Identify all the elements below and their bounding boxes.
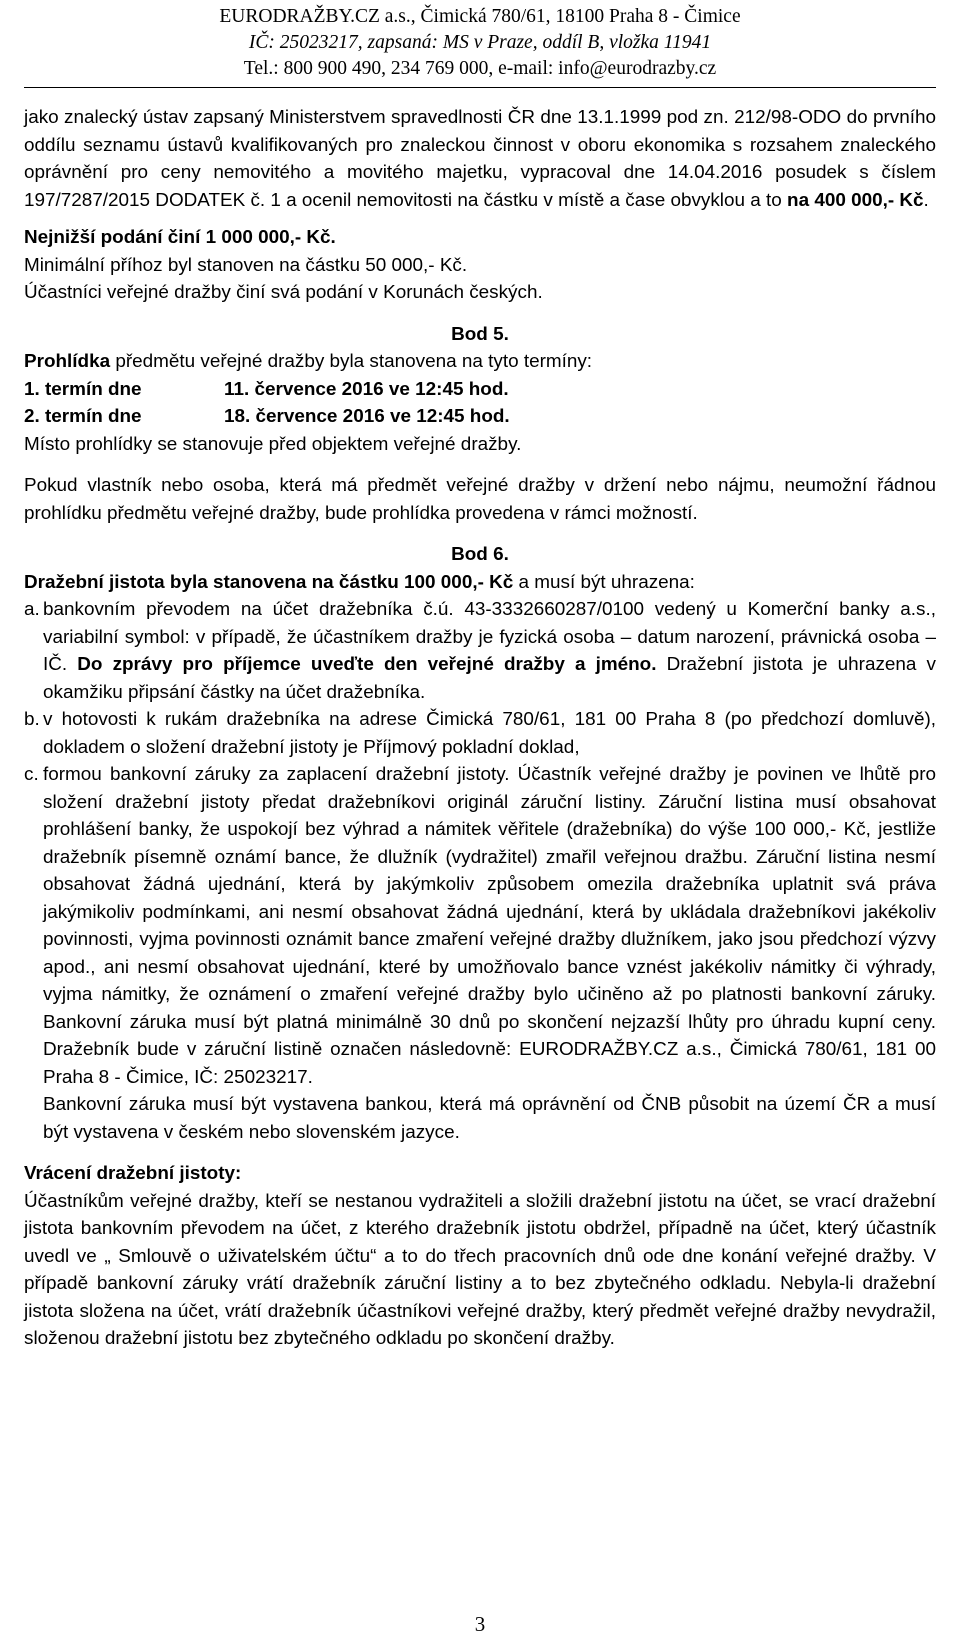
inspection-lead-bold: Prohlídka (24, 351, 111, 372)
intro-amount: na 400 000,- Kč (787, 189, 924, 211)
option-a-text-end: Dražební jistota je uhrazena v okamžiku připsání částky na účet dražebníka. (43, 654, 936, 703)
refund-title: Vrácení dražební jistoty: (24, 1163, 242, 1184)
intro-end: . (923, 189, 929, 211)
page-number: 3 (474, 1612, 486, 1636)
inspection-term-1 (24, 376, 936, 404)
letterhead-company: EURODRAŽBY.CZ a.s., Čimická 780/61, 18100 Praha 8 - Čimice (219, 6, 741, 27)
term-label: 1. termín dne (24, 378, 142, 400)
header-divider (24, 87, 936, 88)
minimum-increment: Minimální příhoz byl stanoven na částku 50 000,- Kč. (24, 254, 468, 276)
document-body (24, 104, 936, 1353)
deposit-option-c (24, 761, 936, 1146)
option-a-bold: Do zprávy pro příjemce uveďte den veřejné dražby a jméno. (77, 654, 657, 675)
inspection-lead (24, 348, 936, 376)
letterhead-registration: IČ: 25023217, zapsaná: MS v Praze, oddíl B, vložka 11941 (248, 32, 712, 53)
option-marker: a. (24, 599, 40, 620)
deposit-lead (24, 569, 936, 597)
letterhead (24, 4, 936, 82)
option-marker: c. (24, 764, 39, 785)
term-label: 2. termín dne (24, 406, 142, 427)
term-value: 11. července 2016 ve 12:45 hod. (224, 378, 509, 400)
intro-text: jako znalecký ústav zapsaný Ministerstvem spravedlnosti ČR dne 13.1.1999 pod zn. 212/98-ODO do prvního oddílu seznamu ústavů kvalifikovaných pro znaleckou činnost v oboru ekonomika s rozsahem znaleckého oprávnění pro ceny nemovitého a movitého majetku, vypracoval dne 14.04.2016 posudek s číslem 197/7287/2015 DODATEK č. 1 a ocenil nemovitosti na částku v místě a čase obvyklou a to (24, 107, 936, 211)
letterhead-contact: Tel.: 800 900 490, 234 769 000, e-mail: info@eurodrazby.cz (243, 58, 717, 79)
option-a-text: bankovním převodem na účet dražebníka č.ú. 43-3332660287/0100 vedený u Komerční banky a.s., variabilní symbol: v případě, že účastníkem dražby je fyzická osoba – datum narození, právnická osoba – IČ. (43, 599, 936, 675)
option-text (43, 596, 936, 706)
inspection-note: Pokud vlastník nebo osoba, která má předmět veřejné dražby v držení nebo nájmu, neumožní řádnou prohlídku předmětu veřejné dražby, bude prohlídka provedena v rámci možností. (24, 475, 936, 524)
section-6-title: Bod 6. (451, 544, 509, 565)
option-c-text: formou bankovní záruky za zaplacení dražební jistoty. Účastník veřejné dražby je povinen ve lhůtě pro složení dražební jistoty předat dražebníkovi originál záruční listiny. Záruční listina musí obsahovat prohlášení banky, že uspokojí bez výhrad a námitek věřitele (dražebníka) do výše 100 000,- Kč, jestliže dražebník písemně oznámí bance, že dlužník (vydražitel) zmařil veřejnou dražbu. Záruční listina nesmí obsahovat žádná ujednání, která by jakýmkoliv způsobem omezila dražebníka uplatnit svá práva jakýmikoliv podmínkami, ani nesmí obsahovat žádná ujednání, která by ukládala dražebníkovi jakékoliv povinnosti, vyjma povinnosti oznámit bance zmaření veřejné dražby dlužníkem, jako jsou předchozí výzvy apod., ani nesmí obsahovat ujednání, které by umožňovalo bance vznést jakékoliv námitky či výhrady, vyjma námitky, že oznámení o zmaření veřejné dražby bylo učiněno až po platnosti bankovní záruky. Bankovní záruka musí být platná minimálně 30 dnů po skončení nejzazší lhůty pro úhradu kupní ceny. Dražebník bude v záruční listině označen následovně: EURODRAŽBY.CZ a.s., Čimická 780/61, 181 00 Praha 8 - Čimice, IČ: 25023217. (43, 764, 936, 1088)
intro-paragraph (24, 104, 936, 214)
lowest-bid: Nejnižší podání činí 1 000 000,- Kč. (24, 227, 336, 248)
option-c-text-end: Bankovní záruka musí být vystavena bankou, která má oprávnění od ČNB působit na území ČR a musí být vystavena v českém nebo slovenském jazyce. (43, 1094, 936, 1143)
section-5-title: Bod 5. (451, 323, 509, 345)
deposit-option-b (24, 706, 936, 761)
inspection-place: Místo prohlídky se stanovuje před objektem veřejné dražby. (24, 433, 522, 455)
inspection-lead-rest: předmětu veřejné dražby byla stanovena na tyto termíny: (110, 351, 593, 372)
option-text: v hotovosti k rukám dražebníka na adrese Čimická 780/61, 181 00 Praha 8 (po předchozí domluvě), dokladem o složení dražební jistoty je Příjmový pokladní doklad, (43, 709, 936, 758)
deposit-lead-bold: Dražební jistota byla stanovena na částku 100 000,- Kč (24, 571, 514, 593)
refund-text: Účastníkům veřejné dražby, kteří se nestanou vydražiteli a složili dražební jistotu na účet, se vrací dražební jistota bankovním převodem na účet, z kterého dražebník jistotu obdržel, případně na účet, který účastník uvedl ve „ Smlouvě o uživatelském účtu“ a to do třech pracovních dnů ode dne konání veřejné dražby. V případě bankovní záruky vrátí dražebník záruční listiny a to bez zbytečného odkladu. Nebyla-li dražební jistota složena na účet, vrátí dražebník účastníkovi veřejné dražby, který předmět veřejné dražby nevydražil, složenou dražební jistotu bez zbytečného odkladu po skončení dražby. (24, 1190, 936, 1349)
term-value: 18. července 2016 ve 12:45 hod. (224, 406, 510, 427)
option-marker: b. (24, 709, 40, 730)
deposit-lead-rest: a musí být uhrazena: (513, 571, 695, 593)
deposit-option-a (24, 596, 936, 706)
inspection-term-2 (24, 403, 936, 431)
option-text (43, 761, 936, 1146)
bid-currency: Účastníci veřejné dražby činí svá podání v Korunách českých. (24, 282, 543, 303)
